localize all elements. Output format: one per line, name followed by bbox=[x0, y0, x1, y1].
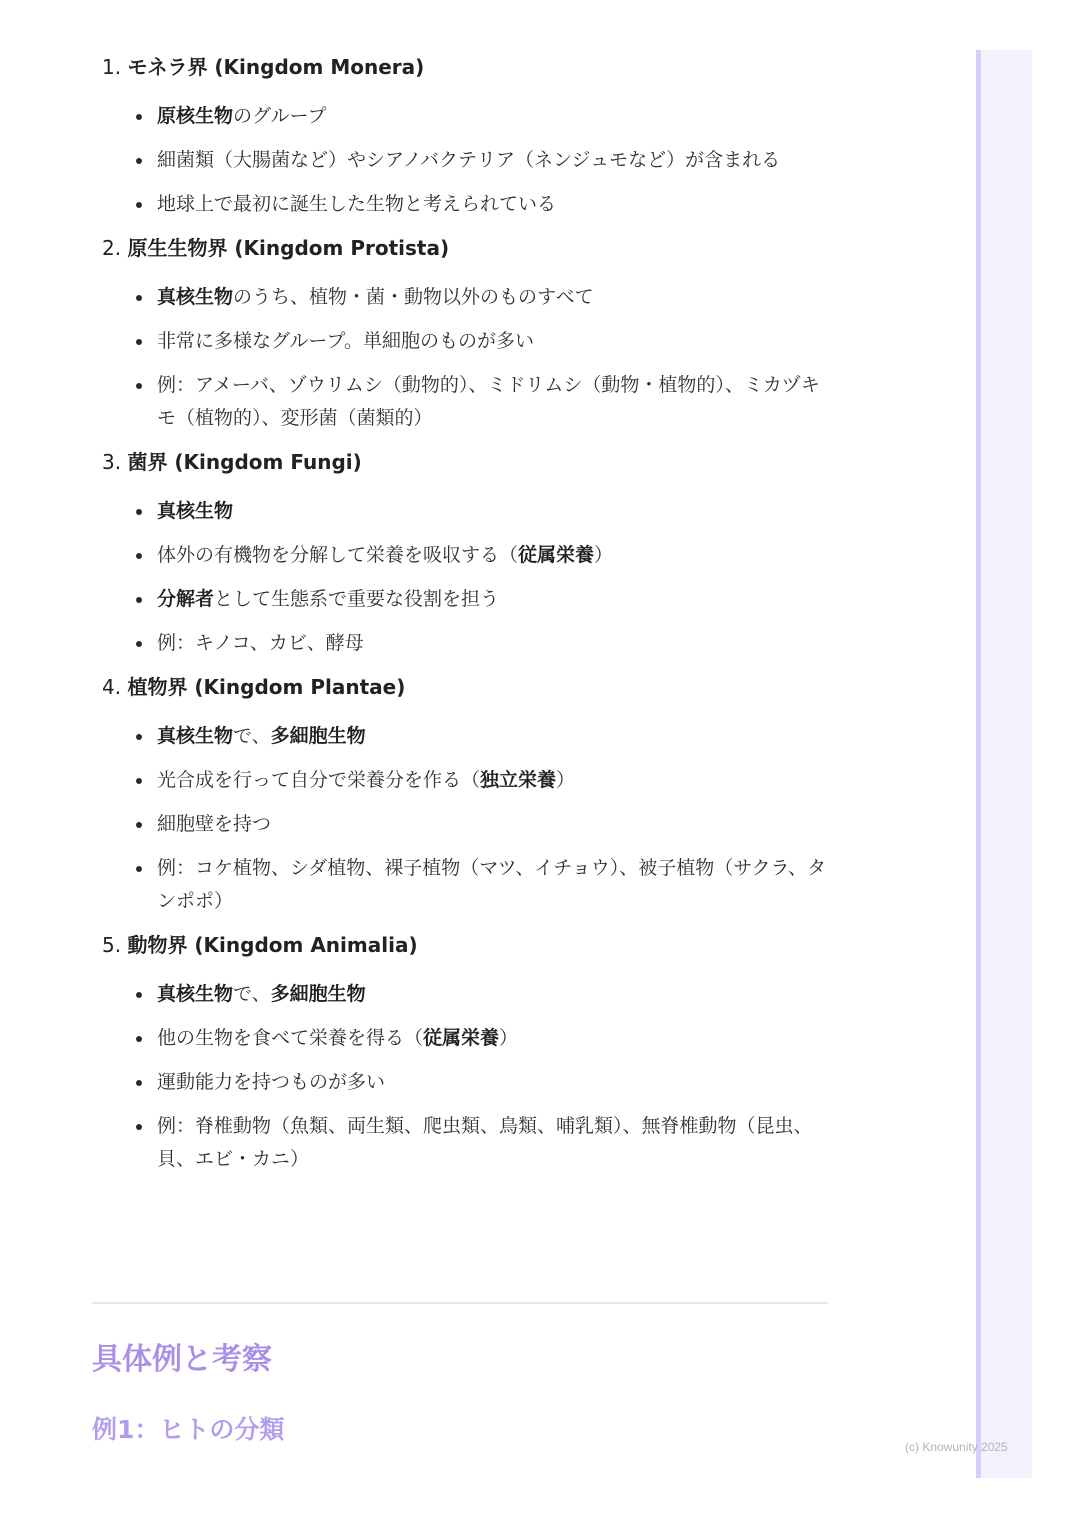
list-item bbox=[92, 495, 828, 528]
kingdom-section-plantae bbox=[92, 672, 828, 918]
item-text: 非常に多様なグループ。単細胞のものが多い bbox=[157, 330, 534, 352]
list-item bbox=[92, 808, 828, 841]
side-panel bbox=[976, 50, 1032, 1478]
kingdom-section-protista bbox=[92, 233, 828, 435]
item-text-tail: ） bbox=[499, 1027, 519, 1049]
kingdom-name: 植物界 (Kingdom Plantae) bbox=[127, 675, 406, 699]
kingdom-section-animalia bbox=[92, 930, 828, 1176]
key-term: 従属栄養 bbox=[518, 544, 595, 566]
list-number: 2. bbox=[102, 236, 122, 260]
subsection-heading: 例1：ヒトの分類 bbox=[92, 1415, 285, 1444]
key-term: 従属栄養 bbox=[423, 1027, 500, 1049]
section-divider bbox=[92, 1302, 828, 1304]
list-item bbox=[92, 539, 828, 572]
key-term: 多細胞生物 bbox=[270, 983, 366, 1005]
list-item bbox=[92, 583, 828, 616]
item-text: として生態系で重要な役割を担う bbox=[214, 588, 500, 610]
kingdom-section-monera bbox=[92, 52, 828, 221]
bullet-list bbox=[92, 720, 828, 918]
kingdom-name: 原生生物界 (Kingdom Protista) bbox=[127, 236, 450, 260]
item-text: 光合成を行って自分で栄養分を作る（ bbox=[157, 769, 481, 791]
item-text: 例：脊椎動物（魚類、両生類、爬虫類、鳥類、哺乳類）、無脊椎動物（昆虫、貝、エビ・カニ） bbox=[157, 1115, 813, 1170]
list-item bbox=[92, 764, 828, 797]
key-term: 原核生物 bbox=[157, 105, 234, 127]
kingdom-title bbox=[92, 233, 828, 263]
list-item bbox=[92, 1066, 828, 1099]
list-number: 1. bbox=[102, 55, 122, 79]
key-term: 真核生物 bbox=[157, 286, 234, 308]
item-text-tail: ） bbox=[556, 769, 576, 791]
list-item bbox=[92, 1022, 828, 1055]
kingdom-title bbox=[92, 930, 828, 960]
list-item bbox=[92, 720, 828, 753]
kingdom-title bbox=[92, 447, 828, 477]
item-text: 例：キノコ、カビ、酵母 bbox=[157, 632, 364, 654]
item-text: のグループ bbox=[233, 105, 327, 127]
item-text: 体外の有機物を分解して栄養を吸収する（ bbox=[157, 544, 519, 566]
bullet-list bbox=[92, 978, 828, 1176]
list-item bbox=[92, 369, 828, 435]
list-number: 3. bbox=[102, 450, 122, 474]
item-text: 運動能力を持つものが多い bbox=[157, 1071, 386, 1093]
list-item bbox=[92, 978, 828, 1011]
item-text: で、 bbox=[233, 725, 271, 747]
item-text: 地球上で最初に誕生した生物と考えられている bbox=[157, 193, 557, 215]
list-item bbox=[92, 144, 828, 177]
list-number: 4. bbox=[102, 675, 122, 699]
item-text: のうち、植物・菌・動物以外のものすべて bbox=[233, 286, 594, 308]
key-term: 分解者 bbox=[157, 588, 215, 610]
copyright-notice: (c) Knowunity 2025 bbox=[905, 1440, 1008, 1454]
key-term: 多細胞生物 bbox=[270, 725, 366, 747]
item-text: 細胞壁を持つ bbox=[157, 813, 272, 835]
bullet-list bbox=[92, 495, 828, 660]
item-text: 例：コケ植物、シダ植物、裸子植物（マツ、イチョウ）、被子植物（サクラ、タンポポ） bbox=[157, 857, 826, 912]
item-text: 細菌類（大腸菌など）やシアノバクテリア（ネンジュモなど）が含まれる bbox=[157, 149, 781, 171]
item-text: 他の生物を食べて栄養を得る（ bbox=[157, 1027, 424, 1049]
item-text: で、 bbox=[233, 983, 271, 1005]
item-text-tail: ） bbox=[594, 544, 614, 566]
list-item bbox=[92, 281, 828, 314]
list-item bbox=[92, 325, 828, 358]
list-item bbox=[92, 1110, 828, 1176]
document-content bbox=[92, 52, 828, 1188]
kingdom-section-fungi bbox=[92, 447, 828, 660]
kingdom-name: 菌界 (Kingdom Fungi) bbox=[127, 450, 362, 474]
list-number: 5. bbox=[102, 933, 122, 957]
bullet-list bbox=[92, 100, 828, 221]
bullet-list bbox=[92, 281, 828, 435]
key-term: 真核生物 bbox=[157, 725, 234, 747]
kingdom-title bbox=[92, 672, 828, 702]
list-item bbox=[92, 627, 828, 660]
list-item bbox=[92, 188, 828, 221]
kingdom-name: 動物界 (Kingdom Animalia) bbox=[127, 933, 418, 957]
kingdom-name: モネラ界 (Kingdom Monera) bbox=[127, 55, 425, 79]
section-heading: 具体例と考察 bbox=[92, 1342, 272, 1377]
list-item bbox=[92, 852, 828, 918]
item-text: 例：アメーバ、ゾウリムシ（動物的）、ミドリムシ（動物・植物的）、ミカヅキモ（植物的）、変形菌（菌類的） bbox=[157, 374, 820, 429]
key-term: 真核生物 bbox=[157, 500, 234, 522]
key-term: 独立栄養 bbox=[480, 769, 557, 791]
side-accent-bar bbox=[976, 50, 981, 1478]
list-item bbox=[92, 100, 828, 133]
key-term: 真核生物 bbox=[157, 983, 234, 1005]
kingdom-title bbox=[92, 52, 828, 82]
